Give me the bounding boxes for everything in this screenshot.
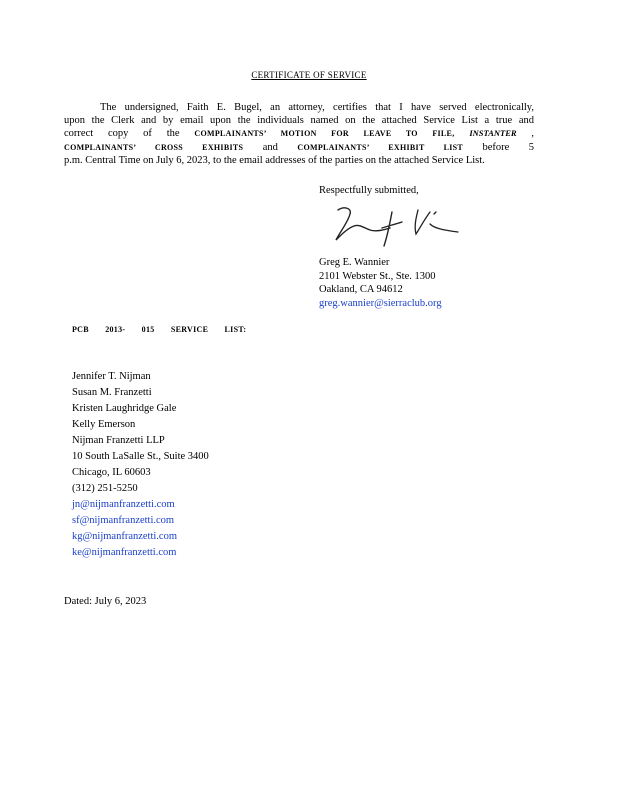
signer-address-line-1: 2101 Webster St., Ste. 1300 xyxy=(319,270,436,282)
exhibit-list-title: COMPLAINANTS’ EXHIBIT LIST xyxy=(297,142,464,152)
motion-title: COMPLAINANTS’ MOTION FOR LEAVE TO FILE, xyxy=(194,129,455,139)
certificate-title-text: CERTIFICATE OF SERVICE xyxy=(251,70,367,80)
dated-line: Dated: July 6, 2023 xyxy=(64,596,147,607)
para-line-3-pre: correct copy of the xyxy=(64,128,180,140)
service-email-link[interactable]: kg@nijmanfranzetti.com xyxy=(72,531,178,542)
certificate-paragraph xyxy=(64,101,534,167)
para-line-1-text: The undersigned, Faith E. Bugel, an attorney, certifies that I have served electronically, xyxy=(100,102,534,113)
signature-image xyxy=(330,200,470,250)
service-email-link[interactable]: sf@nijmanfranzetti.com xyxy=(72,515,175,526)
para-line-3 xyxy=(64,127,534,140)
para-line-2: upon the Clerk and by email upon the individuals named on the attached Service List a true and xyxy=(64,115,534,127)
signer-block xyxy=(319,256,442,310)
para-line-4-end: before 5 xyxy=(482,141,535,153)
instanter-text: INSTANTER xyxy=(469,128,517,139)
signer-address-line-2: Oakland, CA 94612 xyxy=(319,284,403,295)
certificate-title xyxy=(0,70,618,80)
service-list-heading: PCB 2013- 015 SERVICE LIST: xyxy=(72,325,247,334)
service-list-line: Nijman Franzetti LLP xyxy=(72,435,165,446)
service-list xyxy=(72,369,209,561)
para-line-5: p.m. Central Time on July 6, 2023, to the email addresses of the parties on the attached Service List. xyxy=(64,154,485,166)
service-list-line: Susan M. Franzetti xyxy=(72,387,152,398)
signer-name: Greg E. Wannier xyxy=(319,257,390,268)
signer-email-link[interactable]: greg.wannier@sierraclub.org xyxy=(319,297,442,309)
para-line-1 xyxy=(64,101,534,114)
service-list-line: 10 South LaSalle St., Suite 3400 xyxy=(72,451,209,462)
service-list-line: (312) 251-5250 xyxy=(72,483,138,494)
para-line-3-end: , xyxy=(531,128,535,140)
cross-exhibits-title: COMPLAINANTS’ CROSS EXHIBITS xyxy=(64,142,244,152)
service-list-line: Chicago, IL 60603 xyxy=(72,467,151,478)
service-email-link[interactable]: ke@nijmanfranzetti.com xyxy=(72,547,177,558)
service-email-link[interactable]: jn@nijmanfranzetti.com xyxy=(72,499,175,510)
service-list-line: Kelly Emerson xyxy=(72,419,136,430)
service-list-line: Kristen Laughridge Gale xyxy=(72,403,177,414)
para-line-4-and: and xyxy=(262,141,278,153)
service-list-line: Jennifer T. Nijman xyxy=(72,371,151,382)
closing-text: Respectfully submitted, xyxy=(319,185,419,196)
para-line-4 xyxy=(64,141,534,154)
